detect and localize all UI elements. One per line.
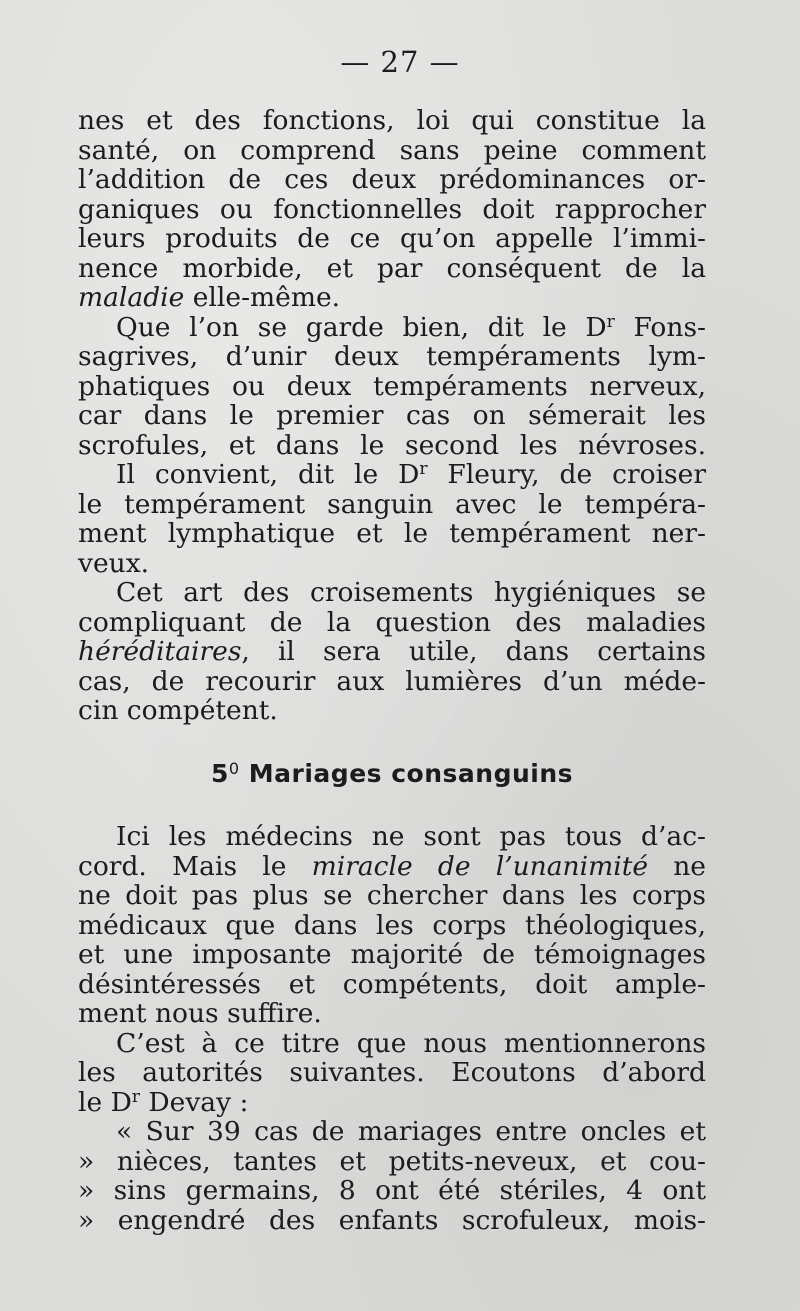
text-line: sagrives, d’unir deux tempéraments lym- [78,341,706,372]
text-line: le tempérament sanguin avec le tempéra- [78,488,706,520]
text-span: , il sera utile, dans certains [241,636,706,667]
text-span: elle-même. [184,282,341,313]
text-line: santé, on comprend sans peine comment [78,134,706,166]
heading-superscript: 0 [228,758,240,778]
text-line: cas, de recourir aux lumières d’un méde- [78,665,706,697]
text-line: scrofules, et dans le second les névroses. [78,429,706,461]
quote-line: » sins germains, 8 ont été stériles, 4 ont [78,1175,706,1206]
text-span: Que l’on se garde bien, dit le D [116,311,607,343]
text-line: cin compétent. [78,695,278,726]
text-line: ne doit pas plus se chercher dans les corps [78,880,706,911]
text-line: Ici les médecins ne sont pas tous d’ac- [116,821,706,852]
section-heading [78,759,706,789]
text-line: désintéressés et compétents, doit ample- [78,968,706,1000]
text-line: l’addition de ces deux prédominances or- [78,164,706,195]
heading-number: 5 [210,758,229,788]
superscript: r [606,311,615,332]
quote-line: « Sur 39 cas de mariages entre oncles et [116,1116,706,1147]
text-line: ment nous suffire. [78,998,322,1029]
text-line: leurs produits de ce qu’on appelle l’immi- [78,223,706,254]
superscript: r [419,459,428,479]
superscript: r [131,1086,140,1107]
text-span: Devay : [139,1086,249,1118]
text-line: médicaux que dans les corps théologiques, [78,909,706,941]
text-line [78,1088,706,1118]
text-line: les autorités suivantes. Ecoutons d’abord [78,1057,706,1088]
text-span: Fleury, de croiser [427,459,706,490]
italic-term: miracle de l’unanimité [311,850,649,882]
italic-term: héréditaires [78,636,242,667]
text-line [78,637,706,667]
text-line: et une imposante majorité de témoignages [78,939,706,970]
text-line: ment lymphatique et le tempérament ner- [78,518,706,549]
text-line: car dans le premier cas on sémerait les [78,400,706,431]
text-line [78,313,706,343]
text-line: Cet art des croisements hygiéniques se [116,577,706,608]
heading-title: Mariages consanguins [239,758,574,788]
text-span: Il convient, dit le D [116,459,420,490]
text-line: ganiques ou fonctionnelles doit rapprocher [78,193,706,225]
body-text [78,106,706,1235]
page-number: — 27 — [340,45,460,79]
text-line: C’est à ce titre que nous mentionnerons [116,1027,706,1059]
text-line [78,283,706,313]
text-span: cord. Mais le [78,850,312,882]
text-span: le D [78,1086,132,1118]
quote-line: » nièces, tantes et petits-neveux, et cou- [78,1145,706,1177]
text-line: nes et des fonctions, loi qui constitue la [78,105,706,136]
quote-line: » engendré des enfants scrofuleux, mois- [78,1204,706,1236]
text-line: compliquant de la question des maladies [78,606,706,638]
italic-term: maladie [78,282,185,313]
text-span: Fons- [614,311,706,343]
text-span: ne [648,850,706,882]
text-line [78,460,706,490]
text-line: nence morbide, et par conséquent de la [78,252,706,284]
text-line: veux. [78,547,150,579]
text-line [78,852,706,882]
text-line: phatiques ou deux tempéraments nerveux, [78,370,706,402]
